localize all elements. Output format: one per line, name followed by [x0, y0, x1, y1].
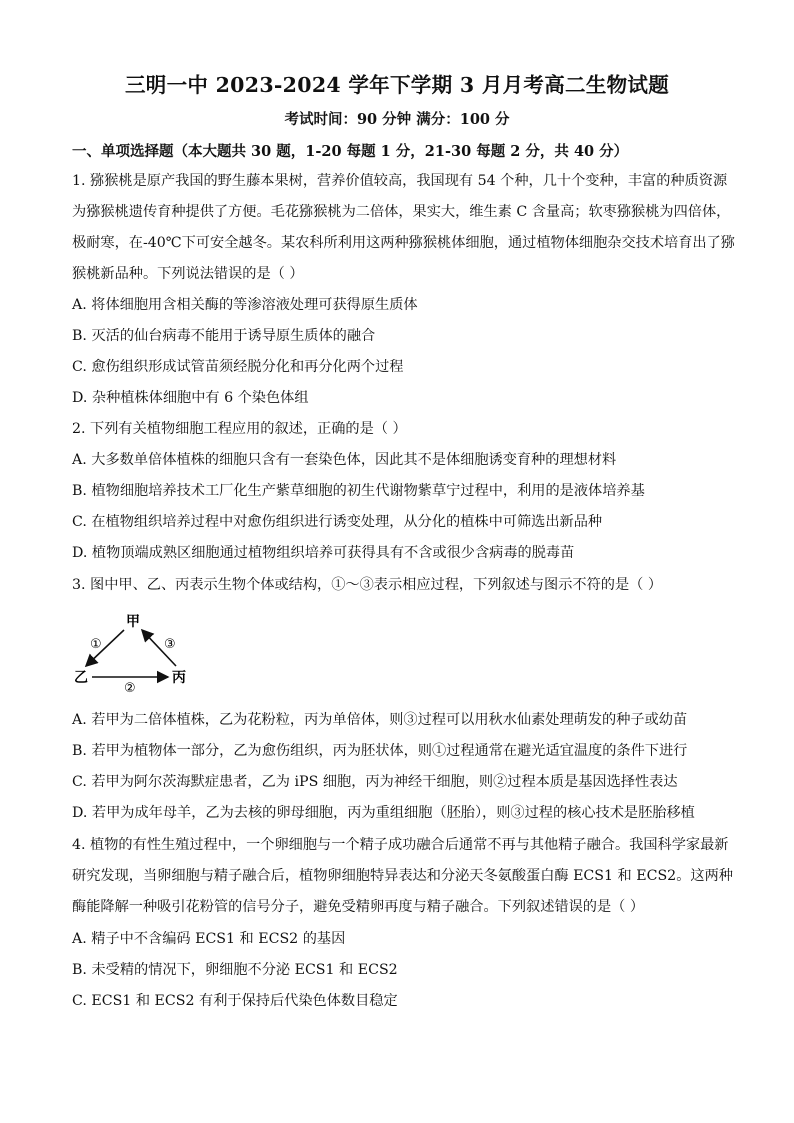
section-heading: 一、单项选择题（本大题共 30 题，1-20 每题 1 分，21-30 每题 2 分，共 40 分） [72, 143, 629, 160]
q2-option-c: C. 在植物组织培养过程中对愈伤组织进行诱变处理，从分化的植株中可筛选出新品种 [72, 514, 603, 530]
q2-option-d: D. 植物顶端成熟区细胞通过植物组织培养可获得具有不含或很少含病毒的脱毒苗 [72, 545, 575, 561]
step-3-label: ③ [164, 637, 176, 652]
q3-option-a: A. 若甲为二倍体植株，乙为花粉粒，丙为单倍体，则③过程可以用秋水仙素处理萌发的种子或幼苗 [72, 712, 688, 728]
exam-title: 三明一中 2023-2024 学年下学期 3 月月考高二生物试题 [124, 73, 670, 97]
exam-info: 考试时间：90 分钟 满分：100 分 [284, 111, 510, 128]
node-bing: 丙 [172, 670, 186, 686]
q1-stem-line: 为猕猴桃遗传育种提供了方便。毛花猕猴桃为二倍体，果实大，维生素 C 含量高；软枣猕猴桃为四倍体， [72, 204, 731, 220]
q1-stem-line: 猴桃新品种。下列说法错误的是（ ） [72, 266, 304, 282]
q1-option-d: D. 杂种植株体细胞中有 6 个染色体组 [72, 390, 309, 406]
q4-stem-line: 酶能降解一种吸引花粉管的信号分子，避免受精卵再度与精子融合。下列叙述错误的是（ ） [72, 899, 645, 915]
q1-option-c: C. 愈伤组织形成试管苗须经脱分化和再分化两个过程 [72, 359, 404, 375]
q4-option-c: C. ECS1 和 ECS2 有利于保持后代染色体数目稳定 [72, 993, 398, 1009]
q4-stem-line: 研究发现，当卵细胞与精子融合后，植物卵细胞特异表达和分泌天冬氨酸蛋白酶 ECS1 和 ECS2。这两种 [72, 868, 733, 884]
q2-option-a: A. 大多数单倍体植株的细胞只含有一套染色体，因此其不是体细胞诱变育种的理想材料 [72, 452, 617, 468]
q3-option-b: B. 若甲为植物体一部分，乙为愈伤组织，丙为胚状体，则①过程通常在避光适宜温度的条件下进行 [72, 743, 688, 759]
q1-option-b: B. 灭活的仙台病毒不能用于诱导原生质体的融合 [72, 328, 376, 344]
node-yi: 乙 [74, 670, 88, 686]
q3-option-d: D. 若甲为成年母羊，乙为去核的卵母细胞，丙为重组细胞（胚胎），则③过程的核心技术是胚胎移植 [72, 805, 695, 821]
q1-stem-line: 极耐寒，在-40℃下可安全越冬。某农科所利用这两种猕猴桃体细胞，通过植物体细胞杂交技术培育出了猕 [72, 235, 735, 251]
q2-stem-line: 2. 下列有关植物细胞工程应用的叙述，正确的是（ ） [72, 421, 407, 437]
step-2-label: ② [124, 681, 136, 694]
q4-stem-line: 4. 植物的有性生殖过程中，一个卵细胞与一个精子成功融合后通常不再与其他精子融合。我国科学家最新 [72, 837, 729, 853]
q4-option-b: B. 未受精的情况下，卵细胞不分泌 ECS1 和 ECS2 [72, 962, 398, 978]
q1-option-a: A. 将体细胞用含相关酶的等渗溶液处理可获得原生质体 [72, 297, 418, 313]
step-1-label: ① [90, 637, 102, 652]
q4-option-a: A. 精子中不含编码 ECS1 和 ECS2 的基因 [72, 931, 346, 947]
q3-stem-line: 3. 图中甲、乙、丙表示生物个体或结构，①～③表示相应过程，下列叙述与图示不符的是（ ） [72, 577, 663, 593]
q3-option-c: C. 若甲为阿尔茨海默症患者，乙为 iPS 细胞，丙为神经干细胞，则②过程本质是基因选择性表达 [72, 774, 678, 790]
q1-stem-line: 1. 猕猴桃是原产我国的野生藤本果树，营养价值较高，我国现有 54 个种，几十个变种，丰富的种质资源 [72, 173, 728, 189]
node-jia: 甲 [126, 614, 140, 630]
q2-option-b: B. 植物细胞培养技术工厂化生产紫草细胞的初生代谢物紫草宁过程中，利用的是液体培养基 [72, 483, 645, 499]
process-diagram [72, 608, 202, 694]
